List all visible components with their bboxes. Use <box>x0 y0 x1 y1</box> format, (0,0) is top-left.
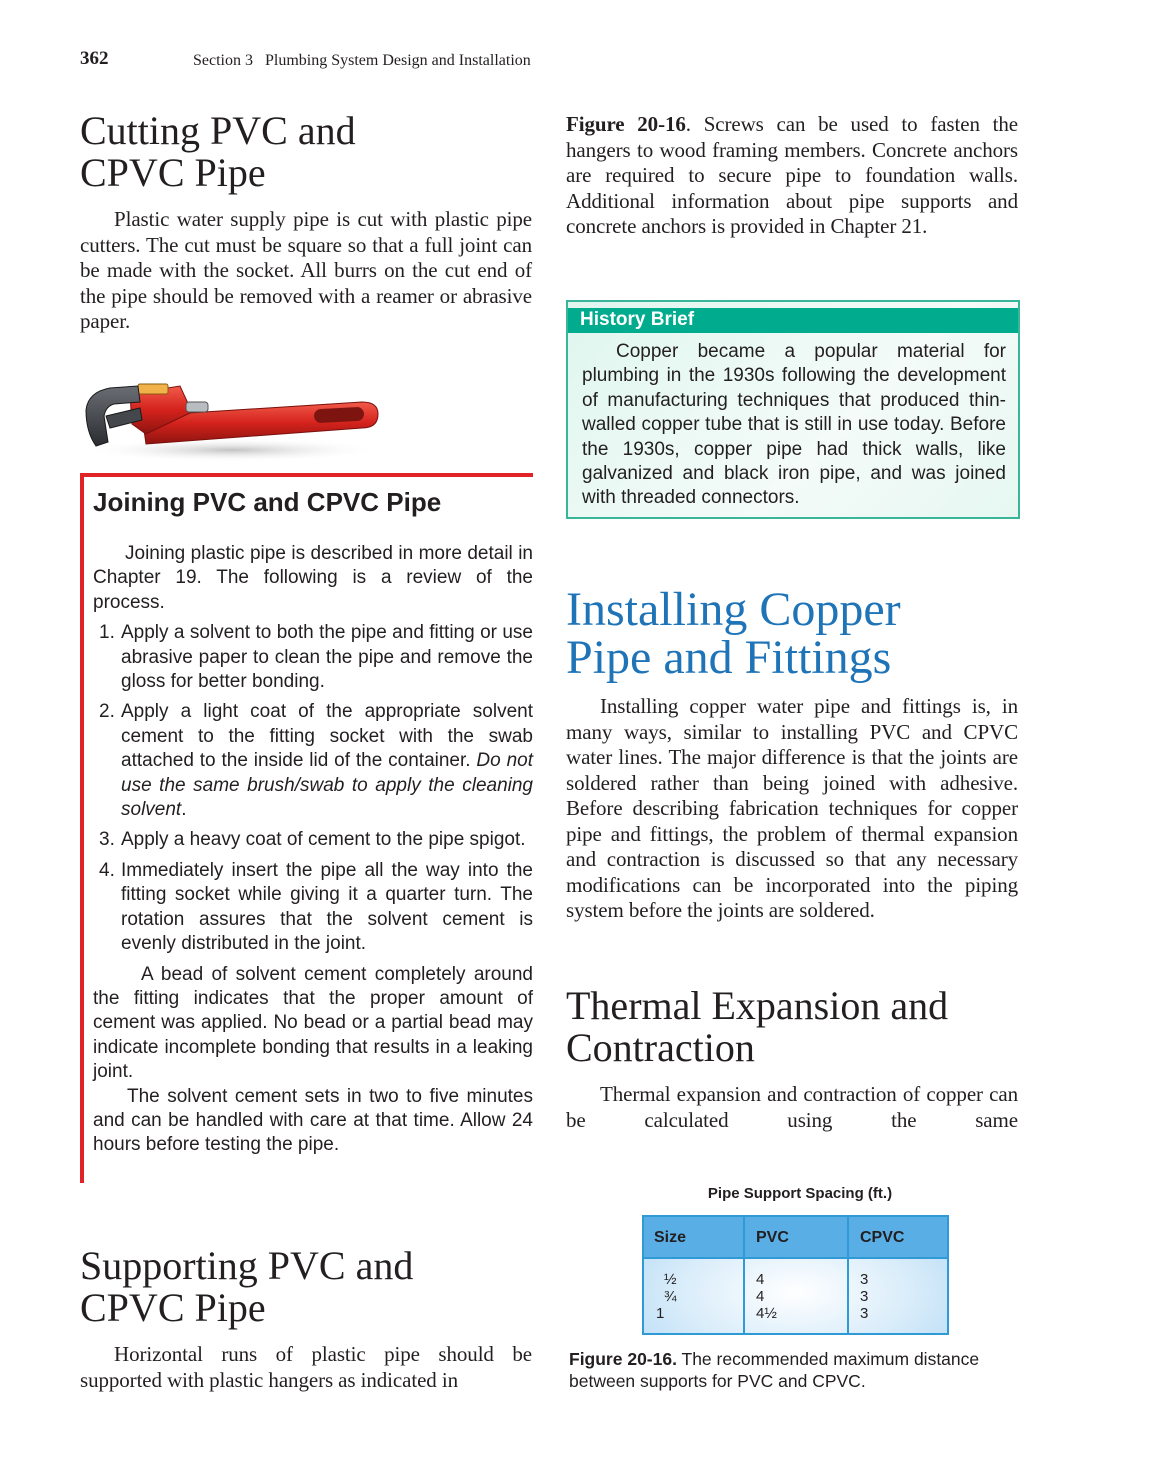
joining-content <box>93 542 533 1158</box>
history-title: History Brief <box>580 309 695 330</box>
continued-text: . Screws can be used to fasten the hangers to wood framing members. Concrete anchors are required to secure pipe to foundation walls. Additional information about pipe supports and concrete anchors is provided in Chapter 21. <box>566 112 1018 238</box>
heading-line: Pipe and Fittings <box>566 631 892 684</box>
figure-reference: Figure 20-16 <box>566 112 686 136</box>
step-emphasis: Do not use the same brush/swab to apply the cleaning solvent <box>121 750 533 821</box>
heading-cutting-pvc <box>80 110 356 194</box>
pipe-support-table <box>642 1215 949 1335</box>
heading-line: Contraction <box>566 1025 755 1070</box>
joining-intro: Joining plastic pipe is described in more detail in Chapter 19. The following is a review of the process. <box>93 543 533 613</box>
table-divider <box>743 1217 745 1333</box>
cutting-paragraph-block <box>80 207 532 335</box>
right-continuation <box>566 112 1018 240</box>
thermal-paragraph-block <box>566 1082 1018 1133</box>
step-text: Apply a light coat of the appropriate solvent cement to the fitting socket with the swab attached to the inside lid of the container. <box>121 701 533 772</box>
joining-sets-paragraph: The solvent cement sets in two to five minutes and can be handled with care at that time. Allow 24 hours before testing the pipe. <box>93 1085 533 1156</box>
table-cell: 4½ <box>756 1305 777 1322</box>
table-cell: 3 <box>860 1271 869 1288</box>
table-cell: 4 <box>756 1271 765 1288</box>
thermal-paragraph: Thermal expansion and contraction of copper can be calculated using the same <box>566 1082 1018 1132</box>
heading-line: Supporting PVC and <box>80 1243 414 1288</box>
step-item <box>93 700 533 822</box>
cutting-paragraph: Plastic water supply pipe is cut with plastic pipe cutters. The cut must be square so that a full joint can be made with the socket. All burrs on the cut end of the pipe should be removed with a reamer or abrasive paper. <box>80 207 532 333</box>
page-number: 362 <box>80 48 109 69</box>
step-number: 3. <box>99 829 115 851</box>
step-text: Apply a heavy coat of cement to the pipe spigot. <box>121 829 526 851</box>
caption-label: Figure 20-16. <box>569 1349 677 1369</box>
supporting-paragraph: Horizontal runs of plastic pipe should be supported with plastic hangers as indicated in <box>80 1342 532 1392</box>
step-item <box>93 828 533 852</box>
caption-text: The recommended maximum distance between supports for PVC and CPVC. <box>569 1349 980 1391</box>
step-number: 4. <box>99 859 115 881</box>
running-head: Section 3 Plumbing System Design and Installation <box>193 52 531 69</box>
step-end: . <box>181 799 187 821</box>
table-header-cpvc: CPVC <box>860 1229 905 1246</box>
supporting-paragraph-block <box>80 1342 532 1393</box>
history-text: Copper became a popular material for plumbing in the 1930s following the development of manufacturing techniques that produced thin-walled copper tube that is still in use today. Before the 1930s, copper pipe had thick walls, like galvanized and black iron pipe, and was joined with threaded connectors. <box>582 341 1006 509</box>
joining-title: Joining PVC and CPVC Pipe <box>93 487 442 517</box>
step-text: Apply a solvent to both the pipe and fitting or use abrasive paper to clean the pipe and remove the gloss for better bonding. <box>121 622 533 693</box>
table-divider <box>847 1217 849 1333</box>
heading-line: Installing Copper <box>566 583 901 636</box>
table-cell: 3 <box>860 1305 869 1322</box>
heading-line: CPVC Pipe <box>80 150 266 195</box>
installing-paragraph: Installing copper water pipe and fittings is, in many ways, similar to installing PVC and CPVC water lines. The major difference is that the joints are soldered rather than being joined with adhesive. Before describing fabrication techniques for copper pipe and fittings, the problem of thermal expansion and contraction is discussed so that any necessary modifications can be incorporated into the piping system before the joints are soldered. <box>566 694 1018 922</box>
joining-bead-paragraph: A bead of solvent cement completely around the fitting indicates that the proper amount of cement was applied. No bead or a partial bead may indicate incomplete bonding that results in a leaking joint. <box>93 963 533 1083</box>
table-title: Pipe Support Spacing (ft.) <box>707 1185 893 1202</box>
heading-line: CPVC Pipe <box>80 1285 266 1330</box>
heading-thermal-expansion <box>566 985 948 1069</box>
step-item <box>93 621 533 694</box>
table-header-pvc: PVC <box>756 1229 789 1246</box>
installing-paragraph-block <box>566 694 1018 924</box>
step-number: 1. <box>99 622 115 644</box>
table-cell: ¾ <box>664 1288 677 1305</box>
step-item <box>93 859 533 957</box>
table-cell: 3 <box>860 1288 869 1305</box>
heading-line: Thermal Expansion and <box>566 983 949 1028</box>
heading-line: Cutting PVC and <box>80 108 356 153</box>
heading-installing-copper <box>566 583 901 684</box>
table-cell: 4 <box>756 1288 765 1305</box>
table-header-size: Size <box>654 1229 687 1246</box>
joining-steps <box>93 621 533 956</box>
table-cell: 1 <box>656 1305 665 1322</box>
step-number: 2. <box>99 701 115 723</box>
heading-supporting-pvc <box>80 1245 413 1329</box>
figure-caption <box>569 1348 1021 1392</box>
pipe-wrench-image <box>82 372 382 464</box>
table-header-row <box>644 1217 947 1259</box>
step-text: Immediately insert the pipe all the way into the fitting socket while giving it a quarter turn. The rotation assures that the solvent cement is evenly distributed in the joint. <box>121 859 533 955</box>
table-cell: ½ <box>664 1271 677 1288</box>
